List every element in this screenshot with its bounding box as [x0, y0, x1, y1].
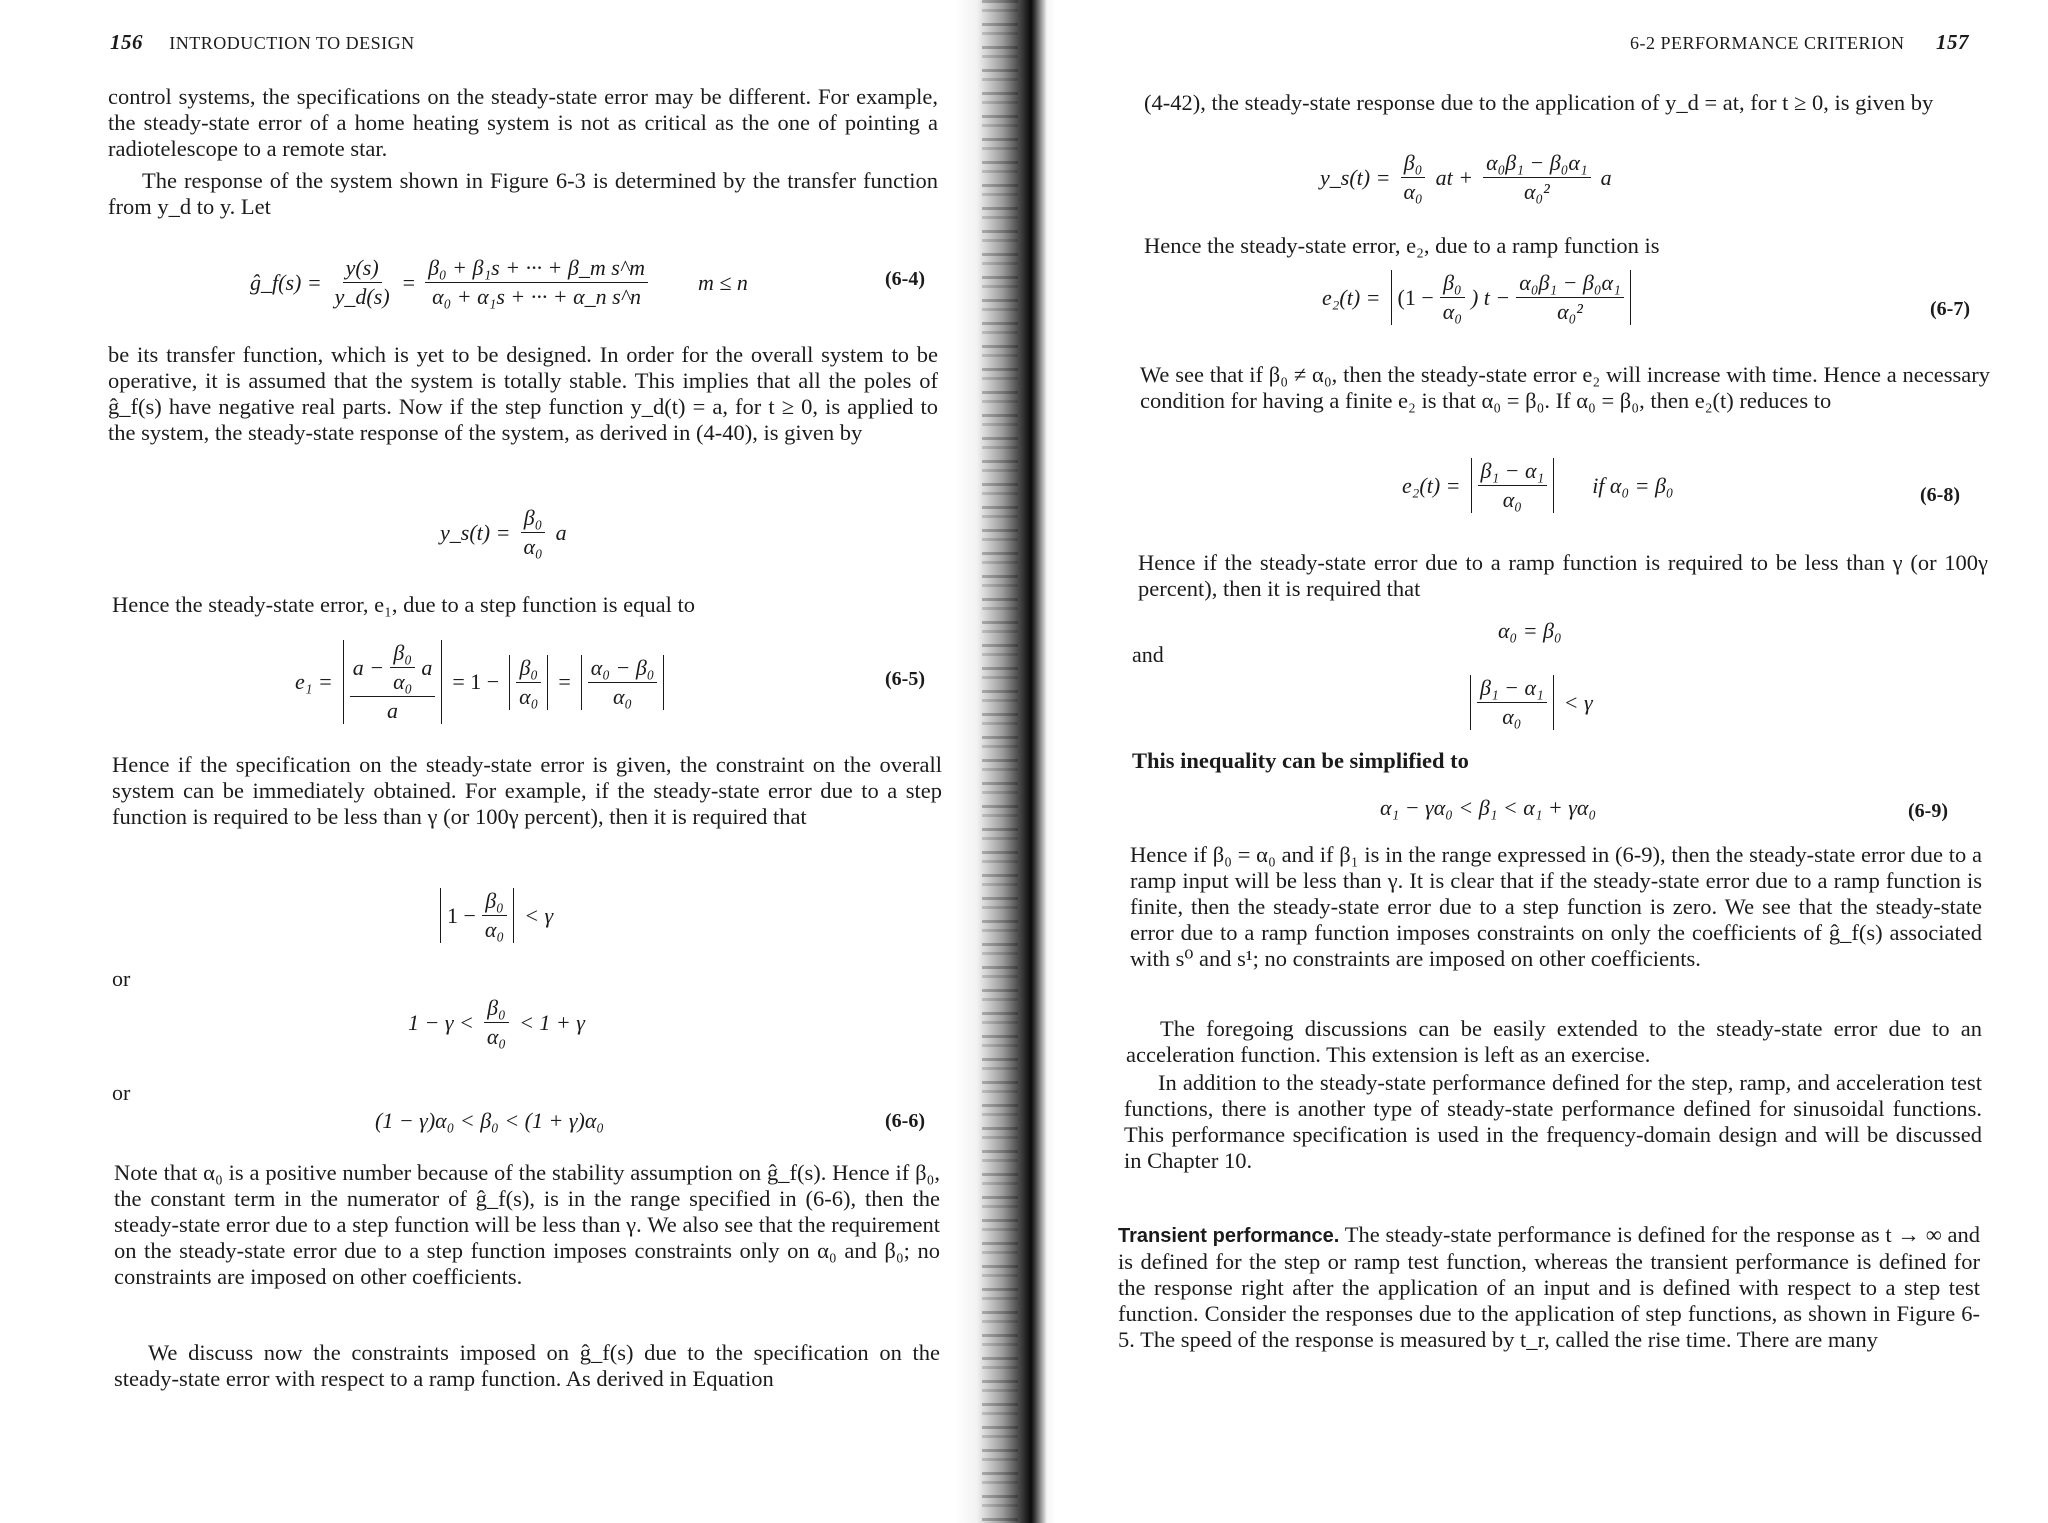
- numerator: β₀: [482, 888, 507, 916]
- and-word: and: [1132, 642, 1164, 667]
- denominator: α₀: [1502, 487, 1522, 512]
- running-head: 6-2 PERFORMANCE CRITERION: [1630, 33, 1905, 53]
- eq-part: at +: [1435, 164, 1474, 190]
- numerator: α₀β₁ − β₀α₁: [1483, 150, 1590, 178]
- absolute-value: [440, 888, 514, 943]
- fraction: [516, 655, 541, 710]
- fraction: [520, 505, 545, 560]
- equation-6-5: e₁ = a − $\frac{\text{β₀}}{\text{α₀}}$ a a = 1 − $\frac{\text{β₀}}{\text{α₀}}$ = $\frac{\text{α₀ − β₀}}{\text{α₀}}$: [295, 640, 664, 724]
- denominator: α₀: [519, 683, 539, 709]
- paragraph: Hence if the steady-state error due to a ramp function is required to be less than γ (or 100γ percent), then it is required that: [1138, 550, 1988, 601]
- paragraph: The foregoing discussions can be easily extended to the steady-state error due to an acceleration function. This extension is left as an exercise.: [1126, 1016, 1982, 1067]
- absolute-value: [1470, 675, 1554, 730]
- numerator: [350, 640, 436, 697]
- denominator: α₀: [613, 683, 633, 709]
- absolute-value: [581, 655, 665, 710]
- eq-part: ) t −: [1470, 284, 1511, 310]
- fraction: [1400, 150, 1425, 205]
- numerator: β₀: [516, 655, 541, 683]
- fraction: [350, 640, 436, 724]
- running-head: INTRODUCTION TO DESIGN: [169, 33, 415, 53]
- or-word: or: [112, 1080, 131, 1105]
- equation-label: (6-4): [885, 268, 925, 290]
- absolute-value: [1391, 270, 1631, 325]
- denominator: a: [387, 698, 399, 723]
- eq-lhs: e₂(t) =: [1322, 284, 1381, 310]
- numerator: β₀: [521, 505, 546, 533]
- eq-condition: m ≤ n: [697, 269, 748, 295]
- denominator: α₀: [1442, 299, 1462, 324]
- equation-6-9: α₁ − γα₀ < β₁ < α₁ + γα₀: [1380, 795, 1597, 820]
- eq-part: < 1 + γ: [519, 1009, 585, 1035]
- eq-lhs: e₂(t) =: [1402, 472, 1461, 498]
- eq-tail: a: [555, 519, 567, 545]
- equation-label: (6-6): [885, 1110, 925, 1132]
- paragraph: Note that α₀ is a positive number because of the stability assumption on ĝ_f(s). Hence if β₀, the constant term in the numerator of ĝ_f(s), is in the range specified in (6-6), then the steady-state error due to a step function will be less than γ. We also see that the requirement on the steady-state error due to a step function imposes constraints only on α₀ and β₀; no constraints are imposed on other coefficients.: [114, 1160, 940, 1289]
- equation-6-7: [1322, 270, 1631, 325]
- eq-part: = 1 −: [452, 669, 500, 694]
- eq-part: a: [421, 654, 433, 680]
- eq-part: 1 − γ <: [408, 1009, 474, 1035]
- section-runin-heading: Transient performance.: [1118, 1225, 1340, 1247]
- denominator: α₀²: [1523, 179, 1550, 204]
- denominator: α₀ + α₁s + ··· + α_n s^n: [432, 284, 641, 309]
- paragraph: (4-42), the steady-state response due to the application of y_d = at, for t ≥ 0, is given by: [1144, 90, 1934, 115]
- eq-tail: a: [1600, 164, 1612, 190]
- numerator: β₀: [1440, 270, 1465, 298]
- equation-6-4: ĝ_f(s) = $\frac{y(s)}{y\_d(s)}$ = $\frac{\text{β₀ + β₁s + ··· + β\_m s\textasciicircum{}m}}{\text{α₀ + α₁s + ··· + α\_n s\textasciicircum{}n}}$ m ≤ n: [250, 255, 748, 309]
- fraction: [1516, 270, 1623, 325]
- paragraph: Hence if the specification on the steady-state error is given, the constraint on the overall system can be immediately obtained. For example, if the steady-state error due to a step function is required to be less than γ (or 100γ percent), then it is required that: [112, 752, 942, 829]
- numerator: β₁ − α₁: [1478, 458, 1548, 486]
- right-page: [1040, 0, 2048, 1523]
- eq-lhs: ĝ_f(s) =: [250, 269, 322, 295]
- eq-part: < γ: [524, 902, 554, 928]
- paragraph: be its transfer function, which is yet to be designed. In order for the overall system to be operative, it is assumed that the system is totally stable. This implies that all the poles of ĝ_f(s) have negative real parts. Now if the step function y_d(t) = a, for t ≥ 0, is applied to the system, the steady-state response of the system, as derived in (4-40), is given by: [108, 342, 938, 445]
- fraction: [425, 255, 648, 310]
- absolute-value: [509, 655, 548, 710]
- fraction: [588, 655, 658, 710]
- paragraph: control systems, the specifications on the steady-state error may be different. For example, the steady-state error of a home heating system is not as critical as the one of pointing a radiotelescope to a remote star.: [108, 84, 938, 161]
- fraction: [482, 888, 507, 943]
- paragraph: In addition to the steady-state performance defined for the step, ramp, and acceleration test functions, there is another type of steady-state performance defined for sinusoidal functions. This performance specification is used in the frequency-domain design and will be discussed in Chapter 10.: [1124, 1070, 1982, 1173]
- denominator: α₀: [393, 669, 413, 694]
- denominator: α₀: [484, 917, 505, 942]
- numerator: β₀ + β₁s + ··· + β_m s^m: [425, 255, 648, 283]
- equation-6-8: [1402, 458, 1674, 513]
- equation-steady-response: [440, 505, 567, 560]
- numerator: β₁ − α₁: [1477, 675, 1547, 703]
- numerator: α₀β₁ − β₀α₁: [1516, 270, 1623, 298]
- denominator: α₀: [486, 1024, 507, 1049]
- right-page-header: [1630, 30, 1969, 55]
- fraction: [1477, 675, 1547, 730]
- page-number: 156: [110, 30, 143, 54]
- or-word: or: [112, 966, 131, 991]
- denominator: α₀: [523, 534, 543, 559]
- fraction: [1440, 270, 1465, 325]
- fraction: [390, 640, 415, 695]
- paragraph: The response of the system shown in Figure 6-3 is determined by the transfer function from y_d to y. Let: [108, 168, 938, 219]
- absolute-value: [1471, 458, 1555, 513]
- eq-lhs: y_s(t) =: [440, 519, 511, 545]
- equation-label: (6-8): [1920, 484, 1960, 506]
- paragraph: Hence the steady-state error, e₁, due to a step function is equal to: [112, 592, 695, 617]
- denominator: α₀: [1502, 704, 1522, 729]
- equation-ramp-response: [1320, 150, 1612, 205]
- denominator: y_d(s): [334, 284, 390, 309]
- equation-label: (6-7): [1930, 298, 1970, 320]
- paragraph: We see that if β₀ ≠ α₀, then the steady-state error e₂ will increase with time. Hence a necessary condition for having a finite e₂ is that α₀ = β₀. If α₀ = β₀, then e₂(t) reduces to: [1140, 362, 1990, 413]
- numerator: β₀: [390, 640, 415, 668]
- numerator: α₀ − β₀: [588, 655, 658, 683]
- denominator: α₀: [1403, 179, 1423, 204]
- numerator: β₀: [484, 995, 509, 1023]
- paragraph: This inequality can be simplified to: [1132, 748, 1469, 773]
- equation-equality: α₀ = β₀: [1498, 618, 1562, 643]
- page-number: 157: [1936, 30, 1970, 54]
- fraction: [332, 255, 393, 310]
- equation-label: (6-5): [885, 668, 925, 690]
- eq-part: 1 −: [447, 902, 476, 928]
- left-page-header: [110, 30, 415, 55]
- left-page: [0, 0, 1010, 1523]
- eq-condition: if α₀ = β₀: [1592, 472, 1674, 498]
- numerator: y(s): [343, 255, 382, 283]
- inequality-2: [408, 995, 585, 1050]
- denominator: α₀²: [1557, 299, 1583, 324]
- paragraph: Hence the steady-state error, e₂, due to a ramp function is: [1144, 233, 1660, 258]
- paragraph-body: The steady-state performance is defined for the response as t → ∞ and is defined for the step or ramp test function, whereas the transient performance is defined for the response right after the application of an input and is defined with respect to a step test function. Consider the responses due to the application of step functions, as shown in Figure 6-5. The speed of the response is measured by t_r, called the rise time. There are many: [1118, 1222, 1981, 1352]
- eq-part: < γ: [1563, 689, 1593, 715]
- eq-part: a −: [352, 654, 385, 680]
- paragraph: Hence if β₀ = α₀ and if β₁ is in the range expressed in (6-9), then the steady-state error due to a ramp input will be less than γ. It is clear that if the steady-state error due to a ramp function is finite, then the steady-state error due to a step function is zero. We see that the steady-state error due to a ramp function imposes constraints on only the coefficients of ĝ_f(s) associated with s⁰ and s¹; no constraints are imposed on other coefficients.: [1130, 842, 1982, 971]
- eq-lhs: e₁ =: [295, 669, 333, 694]
- eq-part: (1 −: [1397, 284, 1434, 310]
- paragraph: We discuss now the constraints imposed on ĝ_f(s) due to the specification on the steady-state error with respect to a ramp function. As derived in Equation: [114, 1340, 940, 1391]
- fraction: [1483, 150, 1590, 205]
- numerator: β₀: [1401, 150, 1426, 178]
- paragraph: [1118, 1222, 1980, 1353]
- fraction: [484, 995, 509, 1050]
- equation-label: (6-9): [1908, 800, 1948, 822]
- fraction: [1478, 458, 1548, 513]
- equation-6-6: (1 − γ)α₀ < β₀ < (1 + γ)α₀: [375, 1108, 605, 1133]
- eq-lhs: y_s(t) =: [1320, 164, 1391, 190]
- inequality-1: [440, 888, 553, 943]
- absolute-value: [343, 640, 443, 724]
- inequality-ramp: [1470, 675, 1593, 730]
